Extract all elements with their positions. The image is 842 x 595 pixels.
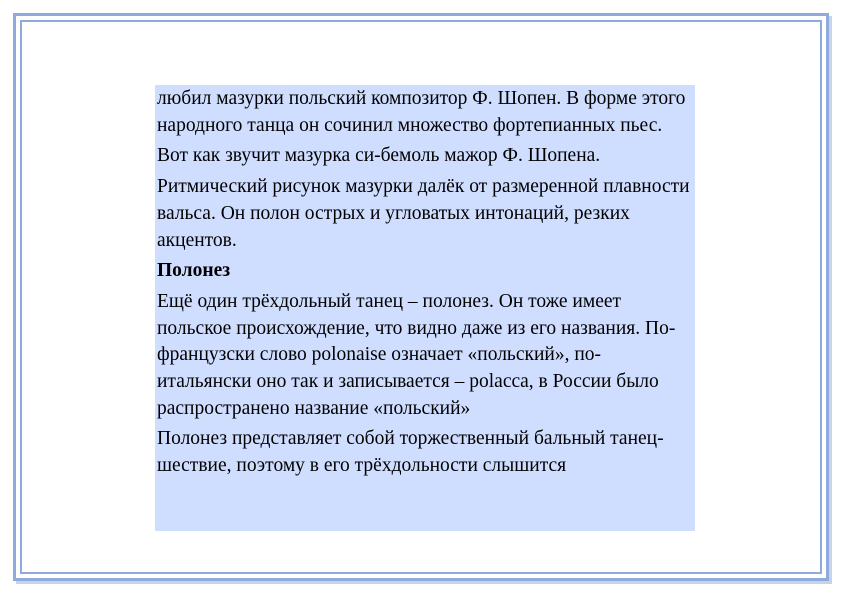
frame-shadow-right xyxy=(829,16,832,584)
paragraph-polonaise-procession: Полонез представляет собой торжественный бальный танец-шествие, поэтому в его трёхдольности слышится xyxy=(157,428,664,477)
frame-shadow-bottom xyxy=(16,581,832,584)
text-content-box xyxy=(155,85,695,531)
paragraph-polonaise-origin: Ещё один трёхдольный танец – полонез. Он тоже имеет польское происхождение, что видно даже из его названия. По-французски слово polonaise означает «польский», по-итальянски оно так и записывается – polacca, в России было распространено название «польский» xyxy=(157,290,676,419)
paragraph-mazurka-chopin: любил мазурки польский композитор Ф. Шопен. В форме этого народного танца он сочинил множество фортепианных пьес. xyxy=(157,88,686,136)
paragraph-mazurka-rhythm: Ритмический рисунок мазурки далёк от размеренной плавности вальса. Он полон острых и угловатых интонаций, резких акцентов. xyxy=(157,176,690,251)
section-heading-polonaise: Полонез xyxy=(157,260,231,282)
paragraph-mazurka-example: Вот как звучит мазурка си-бемоль мажор Ф. Шопена. xyxy=(157,145,601,167)
